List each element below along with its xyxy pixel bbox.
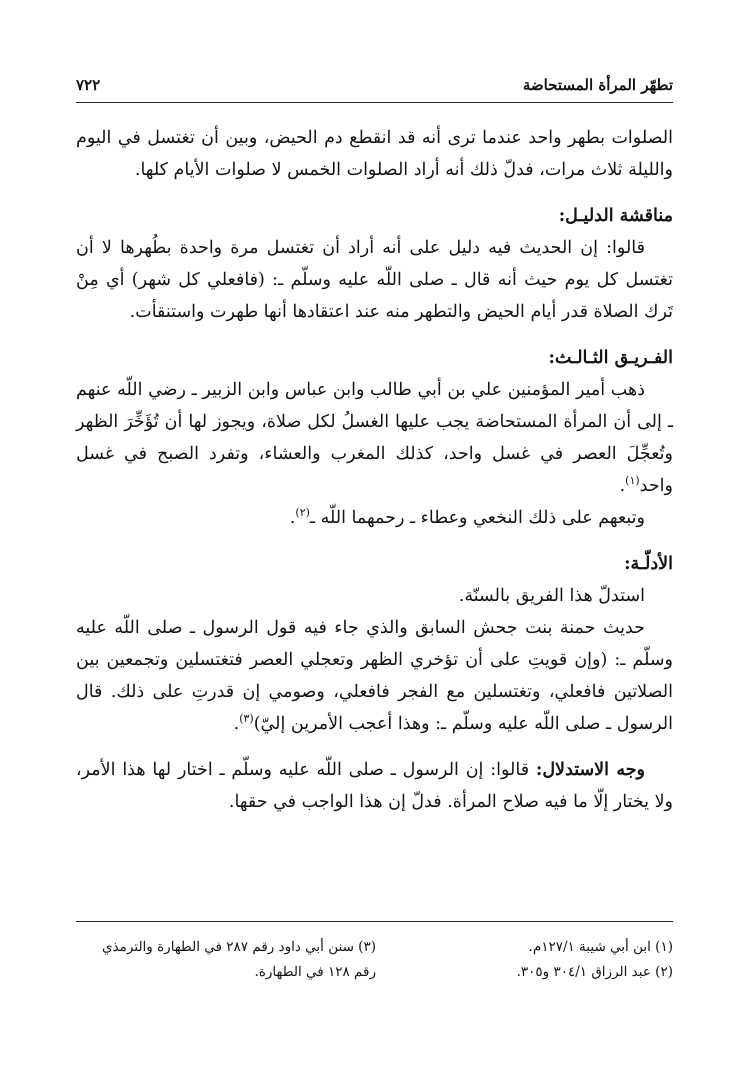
footnote-ref-3[interactable]: (٣) (239, 712, 254, 726)
paragraph-third-group: ذهب أمير المؤمنين علي بن أبي طالب وابن عباس وابن الزبير ـ رضي اللّه عنهم ـ إلى أن المرأة المستحاضة يجب عليها الغسلُ لكل صلاة، ويجوز لها أن تُؤَخِّرَ الظهر وتُعجِّلَ العصر في غسل واحد، كذلك المغرب والعشاء، وتفرد الصبح في غسل واحد$^{(١)}$. (76, 380, 673, 496)
inference-text: قالوا: إن الرسول ـ صلى اللّه عليه وسلّم ـ اختار لها هذا الأمر، ولا يختار إلّا ما فيه صلاح المرأة. فدلّ إن هذا الواجب في حقها. (76, 760, 673, 812)
footnote-2: (٢) عبد الرزاق ٣٠٤/١ و٣٠٥. (516, 964, 673, 980)
paragraph-followers: وتبعهم على ذلك النخعي وعطاء ـ رحمهما اللّه ـ$^{(٢)}$. (289, 506, 645, 528)
footnote-ref-2[interactable]: (٢) (295, 506, 310, 520)
paragraph-hadith: حديث حمنة بنت جحش السابق والذي جاء فيه قول الرسول ـ صلى اللّه عليه وسلّم ـ: (وإن قويتِ على أن تؤخري الظهر وتعجلي العصر فتغتسلين وتجمعين بين الصلاتين فافعلي، وتغتسلين مع الفجر فافعلي، وصومي إن قدرتِ على ذلك. قال الرسول ـ صلى اللّه عليه وسلّم ـ: وهذا أعجب الأمرين إليّ)$^{(٣)}$. (76, 618, 673, 734)
heading-discussion: مناقشة الدليـل: (558, 206, 673, 226)
paragraph-discussion: قالوا: إن الحديث فيه دليل على أنه أراد أن تغتسل مرة واحدة بطُهرها لا أن تغتسل كل يوم حيث أنه قال ـ صلى اللّه عليه وسلّم ـ: (فافعلي كل شهر) أي مِنْ تَرك الصلاة قدر أيام الحيض والتطهر منه عند اعتقادها أنها طهرت واستنقأت. (76, 238, 673, 322)
paragraph-hadith-text: حديث حمنة بنت جحش السابق والذي جاء فيه قول الرسول ـ صلى اللّه عليه وسلّم ـ: (وإن قويتِ على أن تؤخري الظهر وتعجلي العصر فتغتسلين وتجمعين بين الصلاتين فافعلي، وتغتسلين مع الفجر فافعلي، وصومي إن قدرتِ على ذلك. قال الرسول ـ صلى اللّه عليه وسلّم ـ: وهذا أعجب الأمرين إليّ) (76, 618, 673, 734)
inference-label: وجه الاستدلال: (535, 760, 645, 780)
footnote-3: (٣) سنن أبي داود رقم ٢٨٧ في الطهارة والترمذي رقم ١٢٨ في الطهارة. (102, 939, 376, 980)
footnote-ref-1[interactable]: (١) (625, 474, 640, 488)
paragraph-inference (76, 754, 673, 818)
paragraph-intro: الصلوات بطهر واحد عندما ترى أنه قد انقطع دم الحيض، وبين أن تغتسل في اليوم والليلة ثلاث مرات، فدلّ ذلك أنه أراد الصلوات الخمس لا صلوات الأيام كلها. (76, 128, 673, 180)
footnotes-column-left (76, 935, 376, 985)
paragraph-followers-text: وتبعهم على ذلك النخعي وعطاء ـ رحمهما اللّه ـ (309, 508, 645, 528)
body-text (76, 122, 673, 818)
heading-third-group: الفـريـق الثـالـث: (548, 348, 673, 368)
footnote-divider (76, 921, 673, 922)
paragraph-evidence-intro: استدلّ هذا الفريق بالسنّة. (458, 586, 645, 606)
paragraph-third-group-text: ذهب أمير المؤمنين علي بن أبي طالب وابن عباس وابن الزبير ـ رضي اللّه عنهم ـ إلى أن المرأة المستحاضة يجب عليها الغسلُ لكل صلاة، ويجوز لها أن تُؤَخِّرَ الظهر وتُعجِّلَ العصر في غسل واحد، كذلك المغرب والعشاء، وتفرد الصبح في غسل واحد (76, 380, 673, 496)
heading-evidence: الأدلّـة: (624, 554, 673, 574)
running-title: تطهّر المرأة المستحاضة (522, 76, 673, 94)
footnotes-column-right (373, 935, 673, 985)
footnote-1: (١) ابن أبي شيبة ١٢٧/١م. (528, 939, 673, 955)
page-number: ٧٢٢ (76, 76, 101, 94)
running-header (76, 72, 673, 103)
